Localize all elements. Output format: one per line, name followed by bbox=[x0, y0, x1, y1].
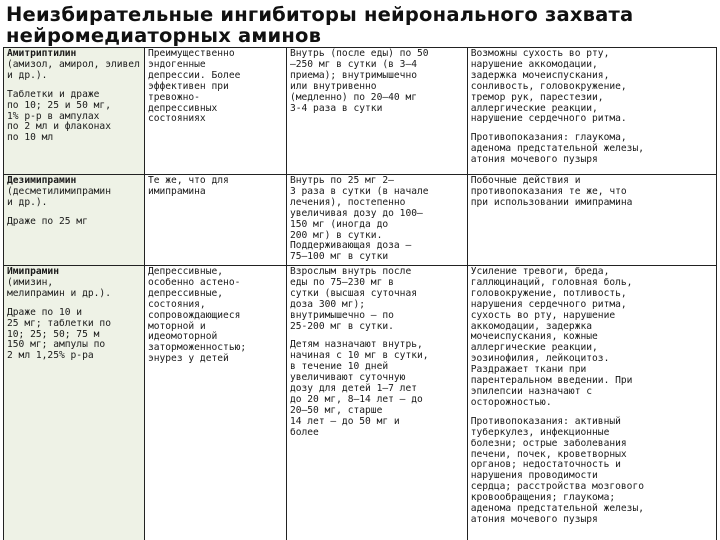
drug-name: Имипрамин bbox=[7, 266, 59, 277]
drug-forms: Драже по 10 и 25 мг; таблетки по 10; 25; 50; 75 м 150 мг; ампулы по 2 мл 1,25% р-ра bbox=[7, 306, 111, 362]
drug-forms: Драже по 25 мг bbox=[7, 215, 88, 227]
dosage-cell: Внутрь (после еды) по 50 —250 мг в сутки (в 3—4 приема); внутримышечно или внутривенно (медленно) по 20—40 мг 3-4 раза в сутки bbox=[286, 48, 467, 175]
side-effects-cell bbox=[467, 175, 716, 266]
drug-details: (имизин, мелипрамин и др.). bbox=[7, 276, 111, 299]
dosage-adults: Взрослым внутрь после еды по 75—230 мг в сутки (высшая суточная доза 300 мг); внутримышечно — по 25-200 мг в сутки. bbox=[289, 266, 418, 332]
drug-forms: Таблетки и драже по 10; 25 и 50 мг, 1% р-р в ампулах по 2 мл и флаконах по 10 мл bbox=[7, 88, 111, 144]
drug-details: (амизол, амирол, эливел и др.). bbox=[7, 58, 140, 81]
side-effects-text: Побочные действия и противопоказания те же, что при использовании имипрамина bbox=[470, 175, 633, 208]
contraindications-text: Противопоказания: глаукома, аденома предстательной железы, атония мочевого пузыря bbox=[470, 132, 645, 166]
dosage-cell bbox=[286, 266, 467, 540]
drug-cell bbox=[4, 175, 145, 266]
drug-details: (десметилимипрамин и др.). bbox=[7, 185, 111, 208]
dosage-cell: Внутрь по 25 мг 2— 3 раза в сутки (в начале лечения), постепенно увеличивая дозу до 100— 150 мг (иногда до 200 мг) в сутки. Поддерживающая доза — 75—100 мг в сутки bbox=[286, 175, 467, 266]
side-effects-cell bbox=[467, 48, 716, 175]
indications-cell: Преимущественно эндогенные депрессии. Более эффективен при тревожно- депрессивных состояниях bbox=[144, 48, 286, 175]
drug-table bbox=[3, 47, 717, 540]
indications-cell: Депрессивные, особенно астено- депрессивные, состояния, сопровождающиеся моторной и идеомоторной заторможенностью; энурез у детей bbox=[144, 266, 286, 540]
table-row bbox=[4, 266, 717, 540]
table-row bbox=[4, 175, 717, 266]
page-title: Неизбирательные ингибиторы нейронального захвата нейромедиаторных аминов bbox=[6, 3, 634, 47]
drug-cell bbox=[4, 266, 145, 540]
dosage-children: Детям назначают внутрь, начиная с 10 мг в сутки, в течение 10 дней увеличивают суточную дозу для детей 1—7 лет до 20 мг, 8—14 лет — до 20—50 мг, старше 14 лет — до 50 мг и более bbox=[289, 339, 429, 438]
side-effects-cell bbox=[467, 266, 716, 540]
drug-cell bbox=[4, 48, 145, 175]
side-effects-text: Возможны сухость во рту, нарушение аккомодации, задержка мочеиспускания, сонливость, головокружение, тремор рук, парестезии, аллергические реакции, нарушение сердечного ритма. bbox=[470, 48, 627, 125]
side-effects-text: Усиление тревоги, бреда, галлюцинаций, головная боль, головокружение, потливость, нарушения сердечного ритма, сухость во рту, нарушение аккомодации, задержка мочеиспускания, кожные аллергические реакции, эозинофилия, лейкоцитоз. Раздражает ткани при парентеральном введении. При эпилепсии назначают с осторожностью. bbox=[470, 266, 633, 408]
drug-name: Амитриптилин bbox=[7, 48, 77, 59]
indications-cell: Те же, что для имипрамина bbox=[144, 175, 286, 266]
contraindications-text: Противопоказания: активный туберкулез, инфекционные болезни; острые заболевания печени, почек, кроветворных органов; недостаточность и нарушения проводимости сердца; расстройства мозгового кровообращения; глаукома; аденома предстательной железы, атония мочевого пузыря bbox=[470, 415, 645, 525]
drug-name: Дезимипрамин bbox=[7, 175, 77, 186]
table-row bbox=[4, 48, 717, 175]
